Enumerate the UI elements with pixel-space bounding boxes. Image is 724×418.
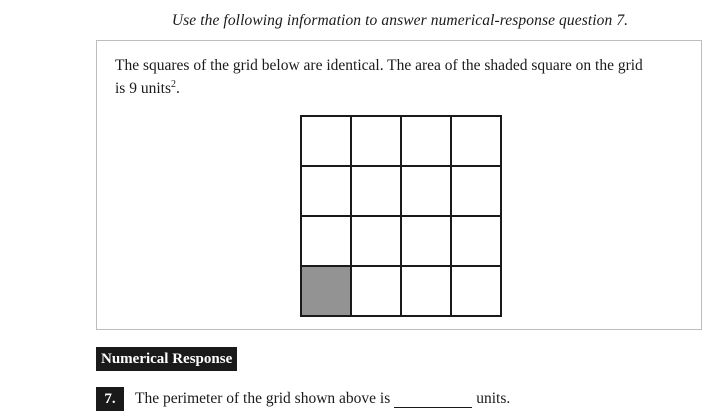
info-line-1: The squares of the grid below are identical. The area of the shaded square on the grid (115, 57, 643, 74)
grid-square (352, 167, 402, 217)
grid-square (352, 217, 402, 267)
grid-square (402, 267, 452, 317)
grid-square (452, 167, 502, 217)
grid-square (302, 167, 352, 217)
question-text-after: units. (476, 390, 511, 407)
grid-square (402, 117, 452, 167)
info-line-2-suffix: . (175, 80, 180, 97)
grid-square (402, 167, 452, 217)
info-exponent: 2 (170, 78, 176, 90)
information-text (115, 54, 685, 100)
grid-square (452, 267, 502, 317)
information-box (96, 40, 702, 330)
grid-square (452, 217, 502, 267)
answer-blank (394, 391, 472, 408)
grid-square (452, 117, 502, 167)
grid-square (302, 117, 352, 167)
question-text-before: The perimeter of the grid shown above is (135, 390, 391, 407)
grid-square (352, 117, 402, 167)
grid-square (402, 217, 452, 267)
square-grid (300, 115, 502, 317)
info-line-2-prefix: is 9 units (115, 80, 171, 97)
question-row (96, 386, 510, 412)
shaded-grid-square (302, 267, 352, 317)
grid-square (352, 267, 402, 317)
grid-square (302, 217, 352, 267)
numerical-response-label: Numerical Response (96, 347, 237, 371)
instruction-text: Use the following information to answer numerical-response question 7. (171, 12, 629, 29)
question-number: 7. (96, 387, 124, 411)
